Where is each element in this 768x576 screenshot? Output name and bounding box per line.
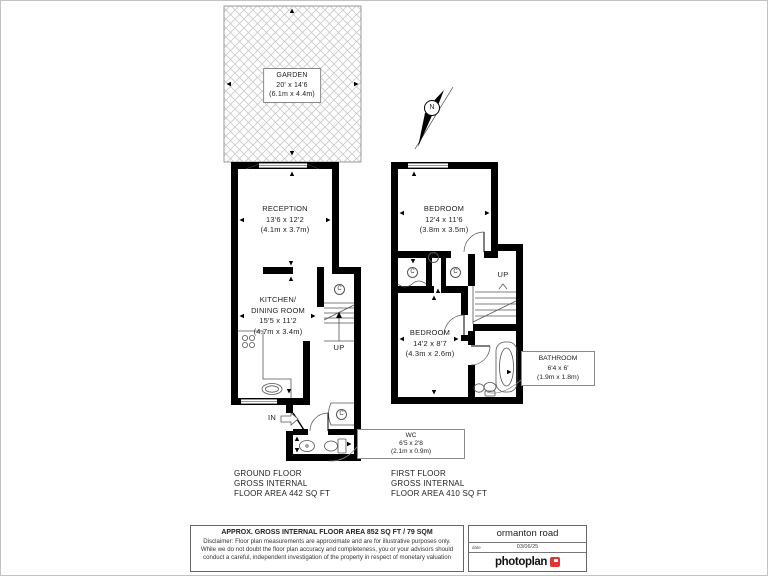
up-label-first: UP (497, 270, 509, 279)
wc-dims-imperial: 6'5 x 2'8 (399, 440, 423, 447)
kitchen-name-line1: KITCHEN/ (259, 295, 297, 304)
north-arrow (415, 87, 453, 149)
date-row (469, 543, 586, 553)
garden-label (263, 68, 321, 103)
first-floor-summary-line3: FLOOR AREA 410 SQ FT (391, 489, 488, 498)
ground-floor-summary (234, 469, 330, 499)
garden-dims-metric: (6.1m x 4.4m) (269, 91, 315, 98)
disclaimer-line3: conduct a careful, independent investigation of the property in respect of monetary valuation (203, 553, 451, 561)
disclaimer-line2: While we do not doubt the floor plan accuracy and completeness, you or your advisors should (200, 545, 454, 553)
ground-floor-summary-line1: GROUND FLOOR (234, 469, 302, 478)
address-label: ormanton road (469, 526, 586, 543)
disclaimer-line1: Disclaimer: Floor plan measurements are approximate and are for illustrative purposes only. (203, 538, 451, 545)
cupboard-label: C (407, 267, 418, 278)
reception-dims-imperial: 13'6 x 12'2 (265, 214, 304, 224)
first-floor-walls (391, 162, 523, 404)
first-floor-summary-line2: GROSS INTERNAL (391, 479, 465, 488)
bathroom-label (521, 351, 595, 386)
kitchen-fixtures (238, 331, 291, 398)
reception-name: RECEPTION (262, 204, 308, 213)
garden-name: GARDEN (276, 72, 308, 79)
bedroom1-label (420, 204, 469, 236)
bathroom-dims-imperial: 6'4 x 6' (547, 364, 569, 372)
bedroom1-dims-imperial: 12'4 x 11'6 (425, 214, 463, 224)
bedroom1-dims-metric: (3.8m x 3.5m) (419, 225, 469, 234)
footer-info-box (468, 525, 587, 572)
bedroom2-dims-metric: (4.3m x 2.6m) (405, 349, 455, 358)
first-floor-summary (391, 469, 487, 499)
kitchen-label (251, 295, 305, 337)
wc-name: WC (405, 432, 417, 439)
in-label: IN (267, 413, 277, 422)
reception-label (261, 204, 310, 236)
up-label-ground: UP (333, 343, 345, 352)
bedroom2-label (406, 328, 455, 360)
cupboard-label: C (450, 267, 461, 278)
bedroom2-name: BEDROOM (409, 328, 451, 337)
kitchen-dims-metric: (4.7m x 3.4m) (253, 326, 303, 336)
north-n-label: N (429, 103, 435, 111)
kitchen-name-line2: DINING ROOM (251, 305, 305, 315)
date-value: 03/06/25 (516, 544, 539, 550)
reception-dims-metric: (4.1m x 3.7m) (260, 225, 310, 234)
brand-name: photoplan (495, 555, 547, 568)
wc-label (357, 429, 465, 459)
ground-floor-summary-line3: FLOOR AREA 442 SQ FT (234, 489, 331, 498)
entrance-arrow (281, 413, 298, 425)
total-area-title: APPROX. GROSS INTERNAL FLOOR AREA 852 SQ FT / 79 SQM (221, 529, 433, 536)
cupboard-label: C (428, 252, 439, 263)
cupboard-label: C (336, 409, 347, 420)
footer-disclaimer-box (190, 525, 464, 572)
ground-floor-stairs (324, 303, 354, 425)
first-floor-summary-line1: FIRST FLOOR (391, 469, 446, 478)
date-field-label: date (472, 545, 481, 550)
wc-fixtures (300, 439, 347, 453)
floorplan-geometry (1, 1, 767, 575)
window-openings (241, 163, 448, 404)
bedroom1-name: BEDROOM (423, 204, 465, 213)
bedroom2-dims-imperial: 14'2 x 8'7 (413, 338, 447, 348)
first-floor-stairs (473, 284, 516, 324)
bathroom-dims-metric: (1.9m x 1.8m) (537, 374, 579, 381)
photoplan-logo-icon (550, 557, 560, 567)
cupboard-label: C (334, 284, 345, 295)
wc-dims-metric: (2.1m x 0.9m) (390, 448, 432, 455)
ground-floor-summary-line2: GROSS INTERNAL (234, 479, 308, 488)
bathroom-name: BATHROOM (538, 355, 578, 362)
garden-dims-imperial: 20' x 14'6 (276, 81, 308, 89)
brand-row (469, 553, 586, 570)
kitchen-dims-imperial: 15'5 x 11'2 (259, 316, 297, 325)
